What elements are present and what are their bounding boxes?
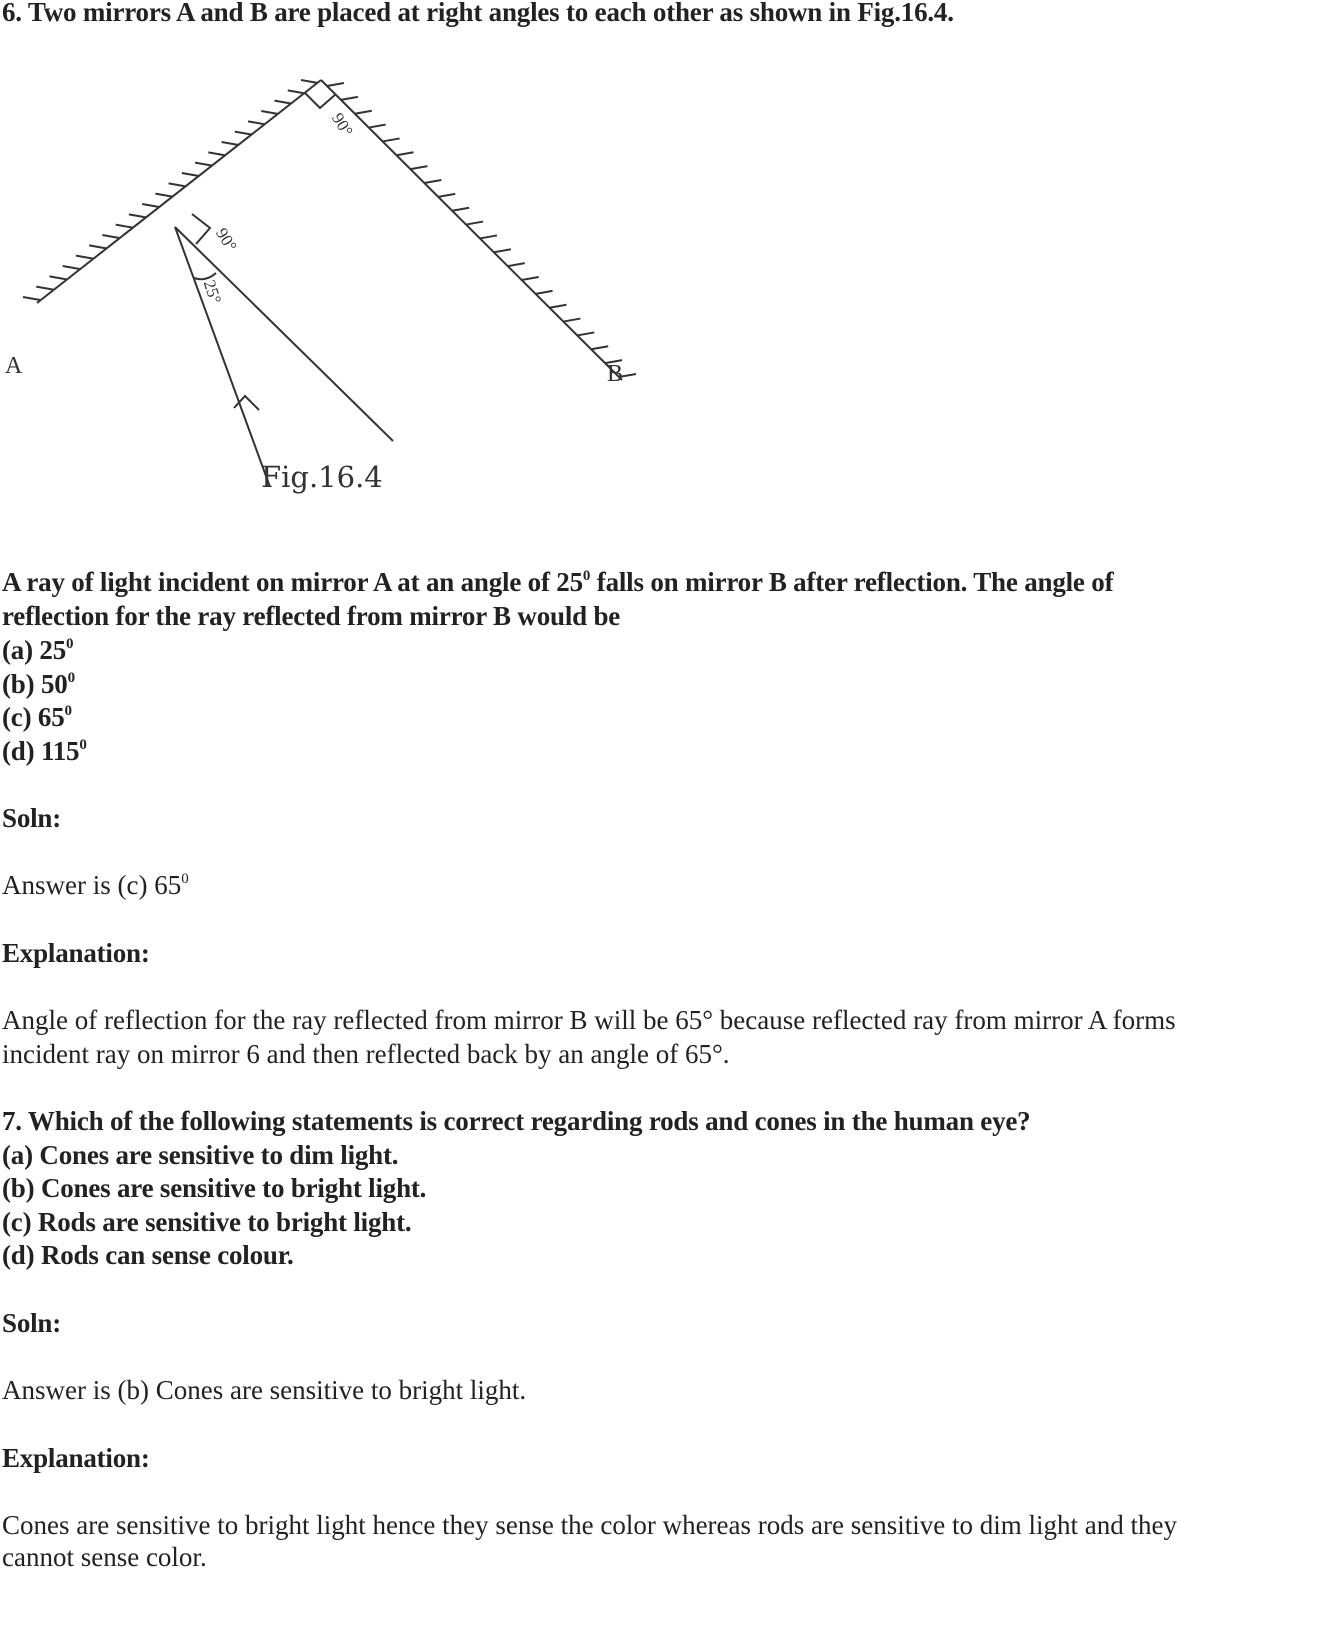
mirror-hatch-mark [383,138,400,141]
degree-superscript: 0 [66,636,74,652]
mirror-hatch-mark [549,305,566,308]
mirror-hatch-mark [102,235,119,238]
mirror-hatch-mark [63,266,80,269]
mirror-hatch-mark [23,297,40,300]
normal-line [175,224,393,441]
mirror-hatch-mark [577,332,594,335]
mirror-hatch-mark [369,125,386,128]
mirror-hatch-mark [508,263,525,266]
mirror-hatch-mark [235,132,252,135]
q6-question-line2: reflection for the ray reflected from mirror B would be [2,601,621,631]
q7-explanation-line2: cannot sense color. [2,1542,207,1572]
option-label: (b) 50 [2,669,68,699]
q6-option-b [2,667,75,701]
apex-right-angle-mark [305,93,336,108]
q6-explanation-line1: Angle of reflection for the ray reflected from mirror B will be 65° because reflected ray from mirror A forms [2,1005,1176,1035]
mirror-hatch-mark [480,235,497,238]
q7-option-d: (d) Rods can sense colour. [2,1240,294,1270]
degree-superscript: 0 [67,670,75,686]
mirror-hatch-mark [248,121,265,124]
mirror-a-hatches [23,80,318,300]
option-label: (a) 25 [2,635,67,665]
mirror-hatch-mark [116,225,133,228]
q7-explanation-line1: Cones are sensitive to bright light hence they sense the color whereas rods are sensitive to dim light and they [2,1510,1177,1540]
mirror-hatch-mark [424,180,441,183]
q7-option-b: (b) Cones are sensitive to bright light. [2,1173,427,1203]
q7-option-c: (c) Rods are sensitive to bright light. [2,1207,412,1237]
mirror-hatch-mark [452,208,469,211]
q6-title: 6. Two mirrors A and B are placed at right angles to each other as shown in Fig.16.4. [2,0,954,27]
mirror-hatch-mark [182,173,199,176]
q6-option-c [2,700,72,734]
mirror-hatch-mark [494,249,511,252]
answer-text: Answer is (c) 65 [2,870,182,900]
mirror-b-hatches [327,83,636,377]
degree-superscript: 0 [582,568,591,584]
mirror-hatch-mark [142,204,159,207]
q7-answer: Answer is (b) Cones are sensitive to bright light. [2,1375,527,1405]
q6-question-text-pre: A ray of light incident on mirror A at an angle of 25 [2,567,583,597]
mirror-b-label: B [607,361,624,387]
degree-superscript: 0 [79,737,87,753]
mirror-hatch-mark [89,245,106,248]
mirror-hatch-mark [129,214,146,217]
incidence-angle-label: 25° [199,277,226,307]
mirror-hatch-mark [591,346,608,349]
mirror-hatch-mark [275,101,292,104]
incident-ray [175,224,270,487]
option-label: (d) 115 [2,736,80,766]
mirror-hatch-mark [208,152,225,155]
mirror-hatch-mark [355,111,372,114]
q6-option-d [2,734,87,768]
mirror-a-label: A [5,353,23,379]
apex-angle-label: 90° [327,109,357,140]
mirror-hatch-mark [301,80,318,83]
degree-superscript: 0 [181,871,189,887]
q6-soln-heading: Soln: [2,803,62,833]
mirror-hatch-mark [222,142,239,145]
mirror-hatch-mark [288,90,305,93]
mirror-hatch-mark [36,287,53,290]
q6-question-text-post: falls on mirror B after reflection. The angle of [590,567,1114,597]
q6-answer [2,868,189,902]
q6-explanation-heading: Explanation: [2,938,150,968]
figure-caption: Fig.16.4 [261,460,383,494]
mirror-hatch-mark [466,222,483,225]
mirror-diagram-figure [0,60,680,520]
mirror-hatch-mark [195,163,212,166]
mirror-hatch-mark [410,166,427,169]
mirror-hatch-mark [169,183,186,186]
degree-superscript: 0 [64,703,72,719]
q7-title: 7. Which of the following statements is correct regarding rods and cones in the human eye? [2,1106,1031,1136]
q7-option-a: (a) Cones are sensitive to dim light. [2,1140,399,1170]
q6-option-a [2,633,73,667]
q7-explanation-heading: Explanation: [2,1443,150,1473]
normal-right-angle-mark [192,214,210,244]
mirror-hatch-mark [563,319,580,322]
mirror-hatch-mark [536,291,553,294]
mirror-hatch-mark [261,111,278,114]
mirror-hatch-mark [397,152,414,155]
normal-angle-label: 90° [211,224,241,255]
mirror-hatch-mark [438,194,455,197]
mirror-hatch-mark [341,97,358,100]
mirror-hatch-mark [49,276,66,279]
mirror-hatch-mark [155,194,172,197]
mirror-hatch-mark [327,83,344,86]
option-label: (c) 65 [2,702,65,732]
q7-soln-heading: Soln: [2,1308,62,1338]
q6-question-line1 [2,565,1113,599]
mirror-b-line [321,80,622,380]
mirror-hatch-mark [76,256,93,259]
q6-explanation-line2: incident ray on mirror 6 and then reflected back by an angle of 65°. [2,1039,730,1069]
mirror-hatch-mark [522,277,539,280]
